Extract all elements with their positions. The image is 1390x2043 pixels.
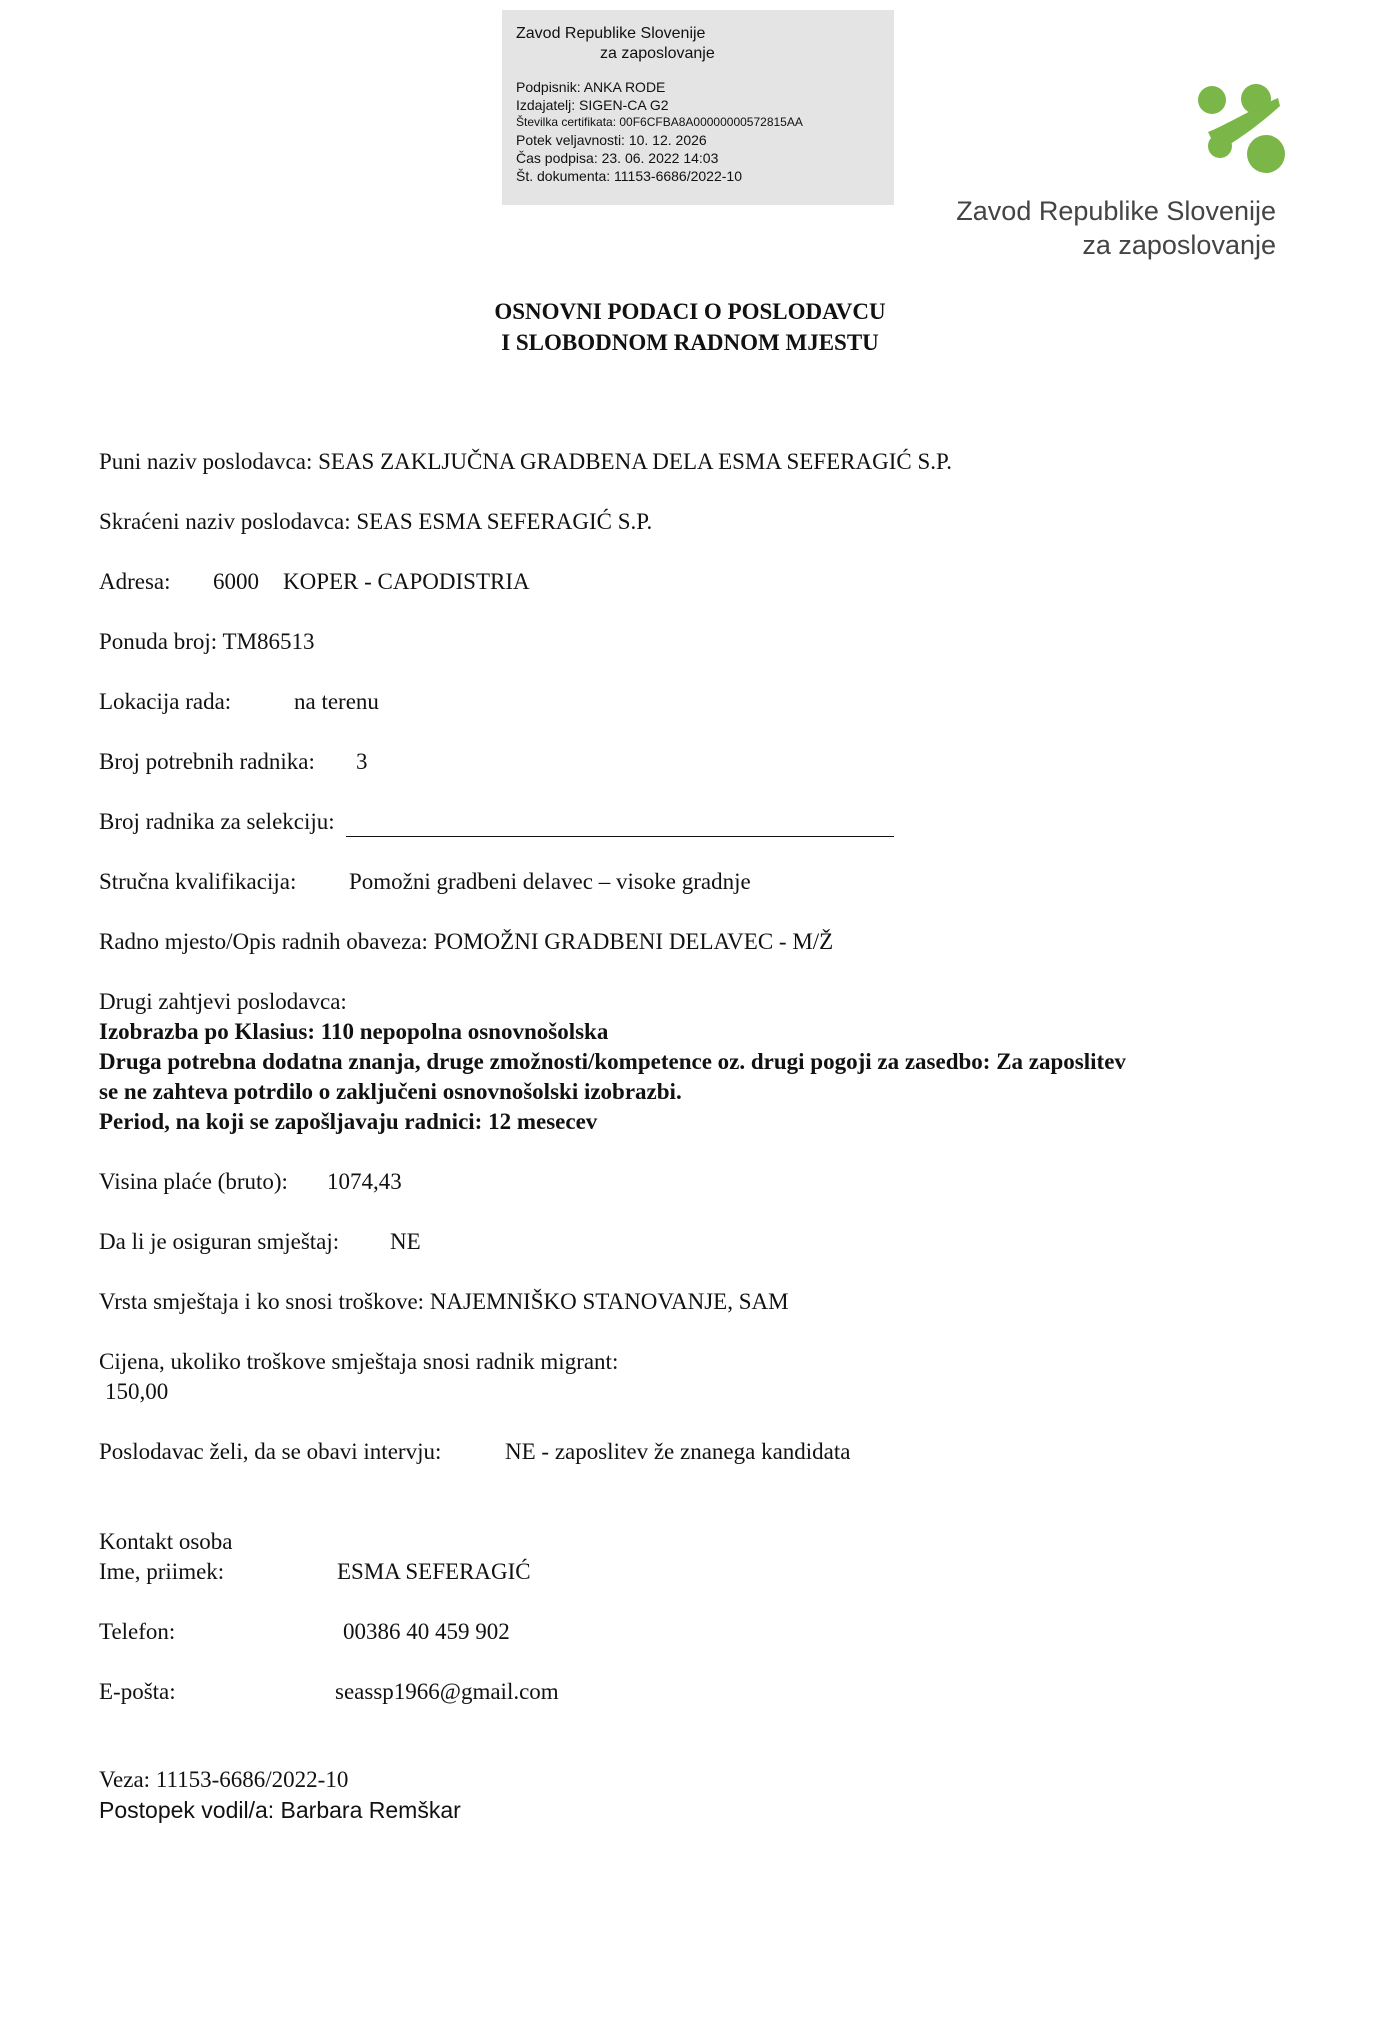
contact-phone-row: [99, 1617, 510, 1647]
workers-selection-label: Broj radnika za selekciju:: [99, 809, 335, 834]
workers-selection-row: [99, 807, 894, 837]
housing-value: NE: [390, 1229, 421, 1254]
signature-org-line2: za zaposlovanje: [600, 45, 715, 62]
housing-type-row: [99, 1287, 789, 1317]
contact-email-row: [99, 1677, 559, 1707]
handled-by: Postopek vodil/a: Barbara Remškar: [99, 1797, 461, 1823]
workers-needed-value: 3: [356, 749, 368, 774]
housing-type-value: NAJEMNIŠKO STANOVANJE, SAM: [429, 1289, 789, 1314]
full-name-row: [99, 447, 952, 477]
signature-issuer: Izdajatelj: SIGEN-CA G2: [516, 97, 669, 113]
requirement-additional-line1: Druga potrebna dodatna znanja, druge zmožnosti/kompetence oz. drugi pogoji za zasedbo: Za zaposlitev: [99, 1049, 1126, 1074]
full-name-value: SEAS ZAKLJUČNA GRADBENA DELA ESMA SEFERAGIĆ S.P.: [318, 449, 952, 474]
workers-selection-blank-line: [346, 812, 894, 837]
contact-heading: Kontakt osoba: [99, 1529, 233, 1554]
contact-name-value: ESMA SEFERAGIĆ: [337, 1559, 531, 1584]
other-requirements-label: Drugi zahtjevi poslodavca:: [99, 989, 347, 1014]
contact-email-value: seassp1966@gmail.com: [335, 1679, 559, 1704]
requirement-education: Izobrazba po Klasius: 110 nepopolna osnovnošolska: [99, 1019, 609, 1044]
signature-signer: Podpisnik: ANKA RODE: [516, 79, 666, 95]
signature-signed-at: Čas podpisa: 23. 06. 2022 14:03: [516, 150, 719, 166]
salary-value: 1074,43: [327, 1169, 402, 1194]
salary-row: [99, 1167, 402, 1197]
address-label: Adresa:: [99, 569, 171, 594]
short-name-value: SEAS ESMA SEFERAGIĆ S.P.: [356, 509, 653, 534]
job-row: [99, 927, 833, 957]
contact-phone-label: Telefon:: [99, 1619, 176, 1644]
offer-value: TM86513: [222, 629, 315, 654]
title-line1: OSNOVNI PODACI O POSLODAVCU: [494, 299, 886, 324]
interview-row: [99, 1437, 851, 1467]
contact-name-label: Ime, priimek:: [99, 1559, 225, 1584]
housing-row: [99, 1227, 421, 1257]
short-name-label: Skraćeni naziv poslodavca:: [99, 509, 351, 534]
price-value: 150,00: [105, 1379, 169, 1404]
requirement-period: Period, na koji se zapošljavaju radnici: 12 mesecev: [99, 1109, 598, 1134]
job-value: POMOŽNI GRADBENI DELAVEC - M/Ž: [433, 929, 834, 954]
qualification-value: Pomožni gradbeni delavec – visoke gradnje: [349, 869, 751, 894]
document-title: [0, 296, 1380, 358]
logo-text: [956, 194, 1276, 262]
logo-text-line2: za zaposlovanje: [1082, 230, 1276, 260]
workers-needed-row: [99, 747, 368, 777]
contact-name-row: [99, 1557, 531, 1587]
housing-type-label: Vrsta smještaja i ko snosi troškove:: [99, 1289, 425, 1314]
e-signature-block: [502, 10, 894, 205]
location-value: na terenu: [294, 689, 379, 714]
contact-phone-value: 00386 40 459 902: [343, 1619, 510, 1644]
address-postcode: 6000: [213, 569, 259, 594]
logo-text-line1: Zavod Republike Slovenije: [956, 196, 1276, 226]
zrss-logo-icon: [1198, 84, 1286, 174]
signature-certificate: Številka certifikata: 00F6CFBA8A00000000572815AA: [516, 115, 803, 129]
interview-value: NE - zaposlitev že znanega kandidata: [505, 1439, 851, 1464]
job-label: Radno mjesto/Opis radnih obaveza:: [99, 929, 428, 954]
signature-org-line1: Zavod Republike Slovenije: [516, 25, 706, 42]
title-line2: I SLOBODNOM RADNOM MJESTU: [501, 330, 879, 355]
signature-valid-until: Potek veljavnosti: 10. 12. 2026: [516, 132, 707, 148]
housing-label: Da li je osiguran smještaj:: [99, 1229, 340, 1254]
address-row: [99, 567, 530, 597]
qualification-row: [99, 867, 751, 897]
location-row: [99, 687, 379, 717]
requirement-additional-line2: se ne zahteva potrdilo o zaključeni osnovnošolski izobrazbi.: [99, 1079, 682, 1104]
price-label: Cijena, ukoliko troškove smještaja snosi radnik migrant:: [99, 1349, 619, 1374]
address-city: KOPER - CAPODISTRIA: [283, 569, 530, 594]
workers-needed-label: Broj potrebnih radnika:: [99, 749, 315, 774]
location-label: Lokacija rada:: [99, 689, 232, 714]
signature-document-no: Št. dokumenta: 11153-6686/2022-10: [516, 168, 742, 184]
full-name-label: Puni naziv poslodavca:: [99, 449, 313, 474]
qualification-label: Stručna kvalifikacija:: [99, 869, 297, 894]
contact-email-label: E-pošta:: [99, 1679, 176, 1704]
salary-label: Visina plaće (bruto):: [99, 1169, 288, 1194]
reference: Veza: 11153-6686/2022-10: [99, 1767, 349, 1792]
offer-row: [99, 627, 315, 657]
interview-label: Poslodavac želi, da se obavi intervju:: [99, 1439, 442, 1464]
short-name-row: [99, 507, 652, 537]
offer-label: Ponuda broj:: [99, 629, 218, 654]
